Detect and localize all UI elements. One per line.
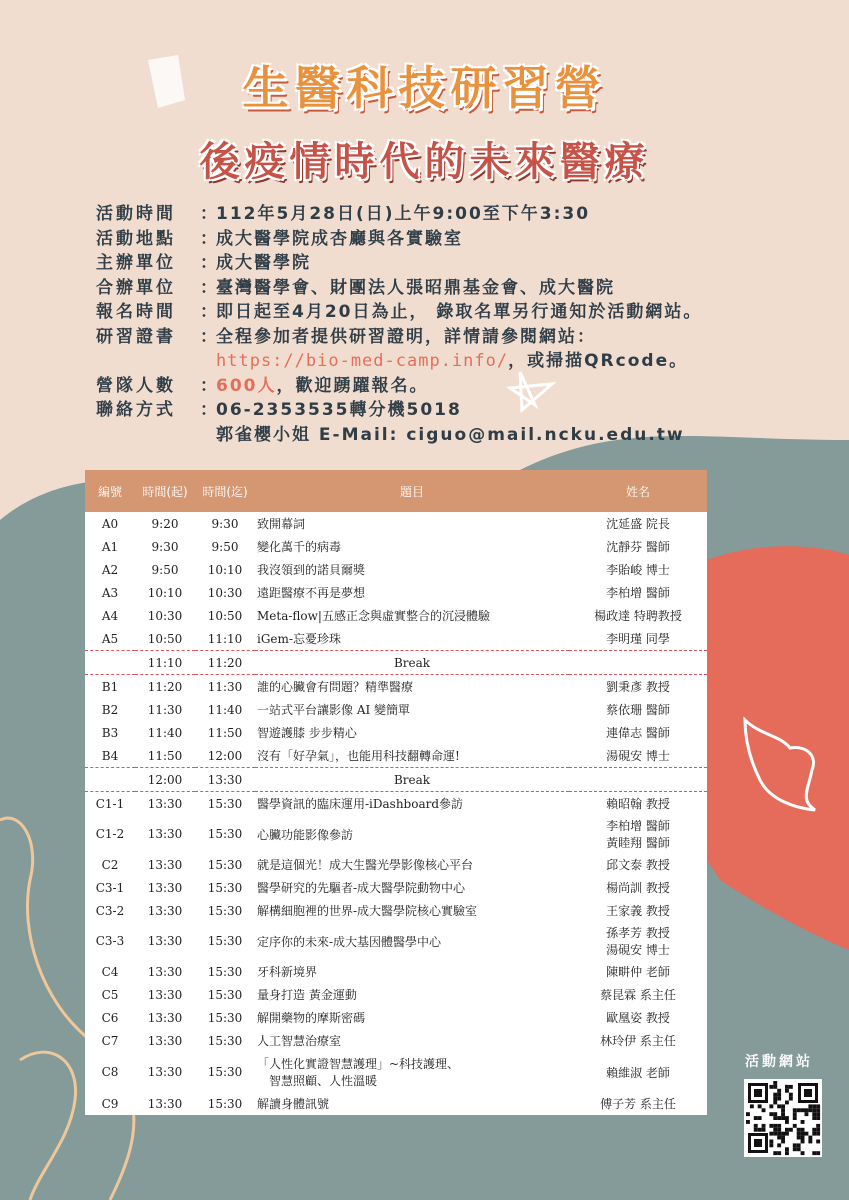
table-row — [85, 675, 707, 699]
cell-id: C7 — [101, 1033, 119, 1048]
cell-topic: 人工智慧治療室 — [257, 1034, 342, 1048]
table-row — [85, 512, 707, 535]
cell-start-time: 13:30 — [147, 880, 183, 895]
column-header: 編號 — [85, 470, 135, 512]
cell-name: 傅子芳 系主任 — [600, 1097, 676, 1111]
cell-end-time: 15:30 — [207, 1096, 243, 1111]
cell-start-time: 13:30 — [147, 903, 183, 918]
column-header: 題目 — [255, 470, 569, 512]
event-info — [96, 202, 702, 447]
topic-line: 「人性化實證智慧護理」~科技護理、 — [257, 1057, 460, 1071]
table-header-row — [85, 470, 707, 512]
cell-start-time: 11:10 — [135, 651, 195, 675]
cell-break: Break — [255, 768, 569, 792]
cell-start-time: 13:30 — [147, 796, 183, 811]
cell-id: A1 — [101, 539, 119, 554]
cell-topic: 解讀身體訊號 — [257, 1097, 330, 1111]
cell-name: 歐凰姿 教授 — [606, 1011, 670, 1025]
info-value: 臺灣醫學會、財團法人張昭鼎基金會、成大醫院 — [216, 277, 615, 298]
cell-start-time: 13:30 — [147, 1065, 183, 1079]
cell-name: 陳畊仲 老師 — [606, 965, 670, 979]
speaker-name: 湯硯安 博士 — [606, 943, 670, 957]
table-row — [85, 558, 707, 581]
cell-name: 蔡昆霖 系主任 — [600, 988, 676, 1002]
table-row — [85, 535, 707, 558]
cell-id — [85, 651, 135, 675]
info-colon: ： — [200, 375, 219, 396]
info-value: 全程參加者提供研習證明，詳情請參閱網站： — [216, 326, 596, 347]
cell-start-time: 13:30 — [147, 1096, 183, 1111]
cell-id: A4 — [101, 608, 119, 623]
cell-end-time: 15:30 — [207, 796, 243, 811]
table-row — [85, 1006, 707, 1029]
cell-topic: 解開藥物的摩斯密碼 — [257, 1011, 366, 1025]
cell-end-time: 10:10 — [207, 562, 243, 577]
cell-id: C1-2 — [95, 827, 125, 841]
cell-name: 連偉志 醫師 — [606, 726, 670, 740]
cell-topic: iGem-忘憂珍珠 — [257, 632, 341, 646]
cell-end-time: 15:30 — [207, 1010, 243, 1025]
info-label: 活動時間 — [96, 204, 176, 224]
table-row — [85, 876, 707, 899]
cell-end-time: 15:30 — [207, 903, 243, 918]
cell-end-time: 15:30 — [207, 934, 243, 948]
cell-name: 林玲伊 系主任 — [600, 1034, 676, 1048]
cell-start-time: 10:30 — [147, 608, 183, 623]
cell-end-time: 9:30 — [211, 516, 239, 531]
table-row — [85, 1029, 707, 1052]
cell-id: B1 — [101, 679, 119, 694]
cell-end-time: 15:30 — [207, 1033, 243, 1048]
cell-id: C3-3 — [95, 934, 125, 948]
table-row — [85, 1052, 707, 1092]
column-header: 時間(起) — [135, 470, 195, 512]
cell-end-time: 11:50 — [207, 725, 243, 740]
contact-phone: 06-2353535轉分機5018 — [216, 400, 462, 420]
cell-start-time: 11:20 — [147, 679, 183, 694]
cell-name — [569, 651, 707, 675]
cell-end-time: 11:30 — [207, 679, 243, 694]
cell-end-time: 15:30 — [207, 880, 243, 895]
page-title: 生醫科技研習營 — [242, 61, 607, 115]
cell-topic: 定序你的未來-成大基因體醫學中心 — [257, 934, 442, 949]
cell-name: 楊尚訓 教授 — [606, 881, 670, 895]
info-row-contact — [96, 398, 702, 423]
cell-end-time: 11:20 — [195, 651, 255, 675]
qr-label: 活動網站 — [745, 1054, 813, 1070]
cell-id: C8 — [101, 1065, 119, 1079]
info-colon: ： — [200, 277, 219, 298]
cell-id: A3 — [101, 585, 119, 600]
cell-start-time: 13:30 — [147, 964, 183, 979]
cell-id: A0 — [101, 516, 119, 531]
table-row — [85, 983, 707, 1006]
topic-line: 智慧照顧、人性溫暖 — [269, 1074, 378, 1088]
cell-topic: 就是這個光！成大生醫光學影像核心平台 — [257, 858, 474, 872]
info-row-certificate — [96, 325, 702, 350]
info-label: 主辦單位 — [96, 253, 176, 273]
info-row-capacity — [96, 374, 702, 399]
info-value: 即日起至4月20日為止， 錄取名單另行通知於活動網站。 — [216, 302, 703, 322]
cell-start-time: 10:50 — [147, 631, 183, 646]
cell-start-time: 12:00 — [135, 768, 195, 792]
cell-end-time: 15:30 — [207, 1065, 243, 1079]
cell-name — [569, 922, 707, 960]
info-value: ，歡迎踴躍報名。 — [276, 375, 429, 396]
cell-topic: 誰的心臟會有問題？精準醫療 — [257, 680, 414, 694]
info-row-contact-person — [96, 423, 702, 448]
cell-name: 劉秉彥 教授 — [606, 680, 670, 694]
cell-end-time: 11:10 — [207, 631, 243, 646]
cell-id — [85, 768, 135, 792]
cell-end-time: 10:50 — [207, 608, 243, 623]
cell-topic: 沒有「好孕氣」，也能用科技翻轉命運! — [257, 749, 460, 763]
table-row — [85, 604, 707, 627]
cell-end-time: 15:30 — [207, 857, 243, 872]
table-row — [85, 899, 707, 922]
info-colon: ： — [200, 204, 219, 224]
info-value: 成大醫學院 — [216, 253, 311, 273]
cell-id: C3-2 — [95, 903, 125, 918]
info-colon: ： — [200, 302, 219, 322]
info-label: 研習證書 — [96, 326, 176, 347]
contact-person: 郭雀櫻小姐 E-Mail: ciguo@mail.ncku.edu.tw — [216, 424, 685, 445]
cell-start-time: 13:30 — [147, 934, 183, 948]
cell-topic: 牙科新境界 — [257, 965, 318, 979]
cell-id: B2 — [101, 702, 119, 717]
table-row — [85, 627, 707, 651]
info-row-location — [96, 227, 702, 252]
cell-id: A2 — [101, 562, 119, 577]
table-row — [85, 853, 707, 876]
cell-name: 湯硯安 博士 — [606, 749, 670, 763]
cell-topic: 醫學研究的先驅者-成大醫學院動物中心 — [257, 881, 466, 895]
info-value: 成大醫學院成杏廳與各實驗室 — [216, 228, 463, 249]
schedule-table — [85, 470, 707, 1115]
cell-name: 李貽峻 博士 — [606, 563, 670, 577]
table-row — [85, 721, 707, 744]
info-row-organizer — [96, 251, 702, 276]
cell-name: 李柏增 醫師 — [606, 586, 670, 600]
cell-topic — [255, 1052, 569, 1092]
cell-end-time: 11:40 — [207, 702, 243, 717]
info-label: 合辦單位 — [96, 277, 176, 298]
cell-name: 蔡依珊 醫師 — [606, 703, 670, 717]
page-subtitle: 後疫情時代的未來醫療 — [199, 139, 650, 185]
cell-id: C6 — [101, 1010, 119, 1025]
cell-topic: 我沒領到的諾貝爾獎 — [257, 563, 366, 577]
info-value: ，或掃描QRcode。 — [508, 351, 689, 371]
speaker-name: 孫孝芳 教授 — [606, 926, 670, 940]
cell-id: A5 — [101, 631, 119, 646]
info-colon: ： — [200, 253, 219, 273]
info-label: 報名時間 — [96, 302, 176, 322]
table-row — [85, 960, 707, 983]
schedule-table-container — [85, 470, 707, 1115]
cell-name: 沈靜芬 醫師 — [606, 540, 670, 554]
cell-end-time: 15:30 — [207, 987, 243, 1002]
table-body — [85, 512, 707, 1115]
cell-name: 邱文泰 教授 — [606, 858, 670, 872]
info-row-co-organizer — [96, 276, 702, 301]
cell-start-time: 13:30 — [147, 1033, 183, 1048]
cell-name: 賴昭翰 教授 — [606, 797, 670, 811]
cell-name: 賴維淑 老師 — [606, 1065, 670, 1080]
cell-start-time: 9:20 — [151, 516, 179, 531]
cell-name: 王家義 教授 — [606, 904, 670, 918]
cell-topic: 醫學資訊的臨床運用-iDashboard參訪 — [257, 797, 464, 811]
cell-id: C2 — [101, 857, 119, 872]
table-row — [85, 581, 707, 604]
info-colon: ： — [200, 400, 219, 420]
speaker-name: 李柏增 醫師 — [606, 819, 670, 833]
cell-end-time: 13:30 — [195, 768, 255, 792]
cell-name — [569, 815, 707, 853]
qr-code[interactable] — [744, 1079, 822, 1157]
capacity-value: 600人 — [216, 375, 277, 396]
cell-topic: 心臟功能影像參訪 — [257, 827, 354, 842]
cell-id: C5 — [101, 987, 119, 1002]
cell-start-time: 13:30 — [147, 987, 183, 1002]
table-row — [85, 792, 707, 816]
cell-start-time: 9:50 — [151, 562, 179, 577]
cell-start-time: 11:30 — [147, 702, 183, 717]
cell-name: 李明瑾 同學 — [606, 632, 670, 646]
column-header: 姓名 — [569, 470, 707, 512]
cell-name — [569, 768, 707, 792]
cell-topic: 智遊護膝 步步精心 — [257, 726, 357, 740]
cell-start-time: 10:10 — [147, 585, 183, 600]
cell-id: C3-1 — [95, 880, 125, 895]
speaker-name: 黃睦翔 醫師 — [606, 836, 670, 850]
cell-id: B3 — [101, 725, 119, 740]
info-row-cert-url — [96, 349, 702, 374]
cell-end-time: 15:30 — [207, 827, 243, 841]
info-label: 營隊人數 — [96, 375, 176, 396]
info-colon: ： — [200, 326, 219, 347]
cell-name: 沈延盛 院長 — [606, 517, 670, 531]
cell-topic: 一站式平台讓影像 AI 變簡單 — [257, 703, 411, 717]
info-label: 聯絡方式 — [96, 400, 176, 420]
cell-topic: 解構細胞裡的世界-成大醫學院核心實驗室 — [257, 904, 478, 918]
info-row-registration — [96, 300, 702, 325]
break-row — [85, 768, 707, 792]
table-row — [85, 922, 707, 960]
table-row — [85, 744, 707, 768]
cell-end-time: 12:00 — [207, 748, 243, 763]
info-colon: ： — [200, 228, 219, 249]
cell-id: C9 — [101, 1096, 119, 1111]
cell-start-time: 11:50 — [147, 748, 183, 763]
cell-id: B4 — [101, 748, 119, 763]
cell-end-time: 9:50 — [211, 539, 239, 554]
cell-name: 楊政達 特聘教授 — [594, 609, 682, 623]
table-row — [85, 698, 707, 721]
cell-topic: 量身打造 黃金運動 — [257, 988, 357, 1002]
cell-end-time: 15:30 — [207, 964, 243, 979]
column-header: 時間(迄) — [195, 470, 255, 512]
cell-topic: Meta-flow|五感正念與虛實整合的沉浸體驗 — [257, 609, 490, 623]
cell-start-time: 13:30 — [147, 1010, 183, 1025]
cell-start-time: 11:40 — [147, 725, 183, 740]
cell-topic: 致開幕詞 — [257, 517, 306, 531]
cell-start-time: 9:30 — [151, 539, 179, 554]
info-row-time — [96, 202, 702, 227]
cell-end-time: 10:30 — [207, 585, 243, 600]
table-row — [85, 1092, 707, 1115]
cell-id: C1-1 — [95, 796, 125, 811]
table-row — [85, 815, 707, 853]
info-value: 112年5月28日(日)上午9:00至下午3:30 — [216, 204, 591, 224]
cell-id: C4 — [101, 964, 119, 979]
cell-topic: 遠距醫療不再是夢想 — [257, 586, 366, 600]
cell-start-time: 13:30 — [147, 827, 183, 841]
cell-start-time: 13:30 — [147, 857, 183, 872]
cell-break: Break — [255, 651, 569, 675]
break-row — [85, 651, 707, 675]
cell-topic: 變化萬千的病毒 — [257, 540, 342, 554]
website-link[interactable]: https://bio-med-camp.info/ — [216, 351, 509, 371]
info-label: 活動地點 — [96, 228, 176, 249]
